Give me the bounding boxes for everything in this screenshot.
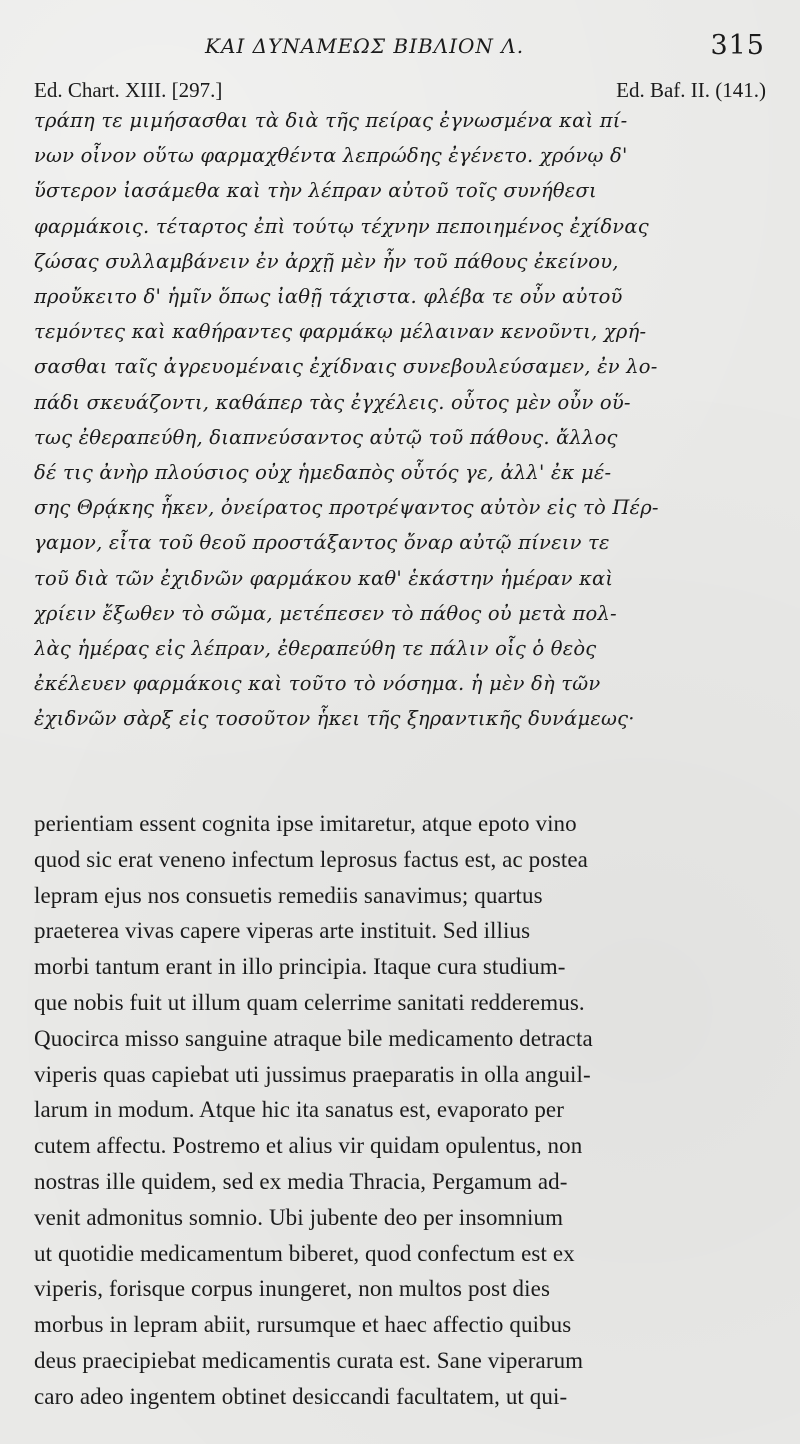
greek-line — [34, 666, 766, 701]
latin-line — [34, 913, 766, 949]
latin-line-text: viperis quas capiebat uti jussimus praeparatis in olla anguil- — [34, 1061, 591, 1087]
latin-line-text: nostras ille quidem, sed ex media Thracia, Pergamum ad- — [34, 1168, 568, 1194]
edition-left: Ed. Chart. XIII. [297.] — [34, 78, 223, 102]
greek-line-text: ἐχιδνῶν σὰρξ εἰς τοσοῦτον ἧκει τῆς ξηραντικῆς δυνάμεως· — [34, 707, 635, 731]
greek-line-text: τοῦ διὰ τῶν ἐχιδνῶν φαρμάκου καθ' ἑκάστην ἡμέραν καὶ — [34, 566, 614, 590]
latin-line-text: perientiam essent cognita ipse imitaretur, atque epoto vino — [34, 811, 577, 836]
greek-text-block — [34, 103, 766, 737]
latin-line-text: cutem affectu. Postremo et alius vir quidam opulentus, non — [34, 1133, 583, 1159]
latin-line-text: deus praecipiebat medicamentis curata est. Sane viperarum — [34, 1347, 584, 1373]
greek-line-text: σης Θρᾴκης ἧκεν, ὀνείρατος προτρέψαντος αὐτὸν εἰς τὸ Πέρ- — [34, 496, 659, 520]
latin-line — [34, 1343, 766, 1379]
latin-line — [34, 949, 766, 985]
greek-line — [34, 244, 766, 279]
greek-line — [34, 561, 766, 596]
greek-line — [34, 701, 766, 736]
latin-line — [34, 806, 766, 842]
latin-line-text: morbus in lepram abiit, rursumque et haec affectio quibus — [34, 1312, 572, 1338]
greek-line-text: τράπη τε μιμήσασθαι τὰ διὰ τῆς πείρας ἐγνωσμένα καὶ πί- — [34, 109, 628, 132]
greek-line — [34, 525, 766, 560]
greek-line — [34, 631, 766, 666]
greek-line — [34, 279, 766, 314]
greek-line — [34, 455, 766, 490]
greek-line-text: ζώσας συλλαμβάνειν ἐν ἀρχῇ μὲν ἦν τοῦ πάθους ἐκείνου, — [34, 249, 619, 273]
latin-line-text: morbi tantum erant in illo principia. Itaque cura studium- — [34, 954, 566, 980]
greek-line-text: προὔκειτο δ' ἡμῖν ὅπως ἰαθῇ τάχιστα. φλέβα τε οὖν αὐτοῦ — [34, 285, 623, 309]
latin-line — [34, 842, 766, 878]
latin-line — [34, 1092, 766, 1128]
latin-line — [34, 1057, 766, 1093]
page-number: 315 — [710, 30, 765, 61]
latin-line — [34, 1271, 766, 1307]
latin-line — [34, 1236, 766, 1272]
latin-text-block — [34, 806, 766, 1415]
greek-line-text: φαρμάκοις. τέταρτος ἐπὶ τούτῳ τέχνην πεποιημένος ἐχίδνας — [34, 214, 649, 238]
greek-line — [34, 490, 766, 525]
greek-line — [34, 209, 766, 244]
latin-line-text: venit admonitus somnio. Ubi jubente deo per insomnium — [34, 1204, 564, 1230]
greek-line-text: γαμον, εἶτα τοῦ θεοῦ προστάξαντος ὄναρ αὐτῷ πίνειν τε — [34, 531, 610, 555]
section-gap — [34, 770, 766, 800]
greek-line — [34, 314, 766, 349]
greek-line-text: τεμόντες καὶ καθήραντες φαρμάκῳ μέλαιναν κενοῦντι, χρή- — [34, 320, 647, 344]
latin-line — [34, 1379, 766, 1415]
latin-line-text: quod sic erat veneno infectum leprosus factus est, ac postea — [34, 846, 588, 872]
edition-line — [34, 78, 766, 103]
greek-line-text: νων οἶνον οὕτω φαρμαχθέντα λεπρώδης ἐγένετο. χρόνῳ δ' — [34, 144, 628, 168]
latin-line — [34, 1164, 766, 1200]
latin-line-text: lepram ejus nos consuetis remediis sanavimus; quartus — [34, 882, 543, 908]
latin-line-text: que nobis fuit ut illum quam celerrime sanitati redderemus. — [34, 989, 585, 1015]
greek-line — [34, 173, 766, 208]
latin-line-text: viperis, forisque corpus inungeret, non multos post dies — [34, 1276, 551, 1302]
latin-line-text: Quocirca misso sanguine atraque bile medicamento detracta — [34, 1025, 593, 1051]
greek-line-text: δέ τις ἀνὴρ πλούσιος οὐχ ἡμεδαπὸς οὗτός γε, ἀλλ' ἐκ μέ- — [34, 461, 612, 485]
latin-line-text: caro adeo ingentem obtinet desiccandi facultatem, ut qui- — [34, 1383, 568, 1409]
latin-line — [34, 985, 766, 1021]
greek-line-text: ὕστερον ἰασάμεθα καὶ τὴν λέπραν αὐτοῦ τοῖς συνήθεσι — [34, 179, 597, 203]
greek-line — [34, 103, 766, 138]
greek-line — [34, 596, 766, 631]
running-title: ΚΑΙ ΔΥΝΑΜΕΩΣ ΒΙΒΛΙΟΝ Λ. — [205, 34, 525, 58]
latin-line-text: larum in modum. Atque hic ita sanatus est, evaporato per — [34, 1097, 564, 1123]
latin-line — [34, 1128, 766, 1164]
latin-line — [34, 1200, 766, 1236]
greek-line — [34, 385, 766, 420]
edition-right: Ed. Baf. II. (141.) — [616, 78, 766, 102]
latin-line — [34, 878, 766, 914]
greek-line — [34, 420, 766, 455]
greek-line-text: σασθαι ταῖς ἀγρευομέναις ἐχίδναις συνεβουλεύσαμεν, ἐν λο- — [34, 355, 658, 379]
greek-line-text: λὰς ἡμέρας εἰς λέπραν, ἐθεραπεύθη τε πάλιν οἷς ὁ θεὸς — [34, 637, 597, 661]
latin-line-text: ut quotidie medicamentum biberet, quod confectum est ex — [34, 1240, 575, 1266]
latin-line — [34, 1021, 766, 1057]
greek-line-text: πάδι σκευάζοντι, καθάπερ τὰς ἐγχέλεις. οὗτος μὲν οὖν οὕ- — [34, 390, 631, 414]
greek-line — [34, 349, 766, 384]
greek-line-text: χρίειν ἔξωθεν τὸ σῶμα, μετέπεσεν τὸ πάθος οὐ μετὰ πολ- — [34, 601, 617, 625]
greek-line-text: ἐκέλευεν φαρμάκοις καὶ τοῦτο τὸ νόσημα. ἡ μὲν δὴ τῶν — [34, 672, 601, 696]
greek-line-text: τως ἐθεραπεύθη, διαπνεύσαντος αὐτῷ τοῦ πάθους. ἄλλος — [34, 425, 618, 449]
latin-line — [34, 1307, 766, 1343]
latin-line-text: praeterea vivas capere viperas arte instituit. Sed illius — [34, 918, 531, 944]
greek-line — [34, 138, 766, 173]
